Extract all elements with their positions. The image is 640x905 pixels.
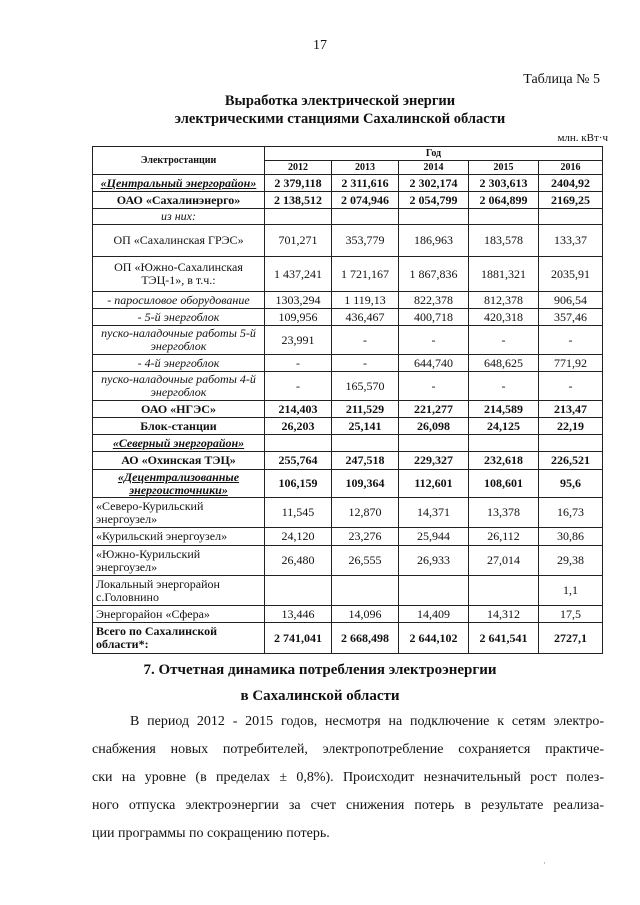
row-name: «Децентрализованные энергоисточники» bbox=[93, 470, 265, 498]
cell: 25,944 bbox=[399, 528, 469, 546]
header-year-2016: 2016 bbox=[539, 161, 603, 175]
scan-speck: · bbox=[543, 858, 546, 868]
cell: 771,92 bbox=[539, 355, 603, 372]
row-name: «Северо-Курильский энергоузел» bbox=[93, 498, 265, 528]
row-name: пуско-наладочные работы 5-й энергоблок bbox=[93, 326, 265, 355]
cell: 25,141 bbox=[332, 418, 399, 435]
paragraph-line: В период 2012 - 2015 годов, несмотря на подключение к сетям электро- bbox=[130, 714, 604, 729]
cell: 214,403 bbox=[265, 401, 332, 418]
cell: 2 303,613 bbox=[469, 175, 539, 192]
cell: 133,37 bbox=[539, 225, 603, 257]
row-name: «Центральный энергорайон» bbox=[93, 175, 265, 192]
cell: 1 119,13 bbox=[332, 292, 399, 309]
cell: 13,446 bbox=[265, 606, 332, 623]
cell: 26,098 bbox=[399, 418, 469, 435]
cell: 2727,1 bbox=[539, 623, 603, 654]
row-name: «Курильский энергоузел» bbox=[93, 528, 265, 546]
cell bbox=[332, 435, 399, 452]
table-row bbox=[93, 257, 603, 292]
unit-label: млн. кВт·ч bbox=[557, 132, 608, 144]
header-year-2012: 2012 bbox=[265, 161, 332, 175]
cell: 14,312 bbox=[469, 606, 539, 623]
cell: 2 668,498 bbox=[332, 623, 399, 654]
cell: 255,764 bbox=[265, 452, 332, 470]
row-name: Локальный энергорайон с.Головнино bbox=[93, 576, 265, 606]
cell: 906,54 bbox=[539, 292, 603, 309]
row-name: пуско-наладочные работы 4-й энергоблок bbox=[93, 372, 265, 401]
cell: 112,601 bbox=[399, 470, 469, 498]
cell: 1 867,836 bbox=[399, 257, 469, 292]
paragraph-line: ски на уровне (в пределах ± 0,8%). Происходит незначительный рост полез- bbox=[92, 770, 604, 785]
row-name: - 4-й энергоблок bbox=[93, 355, 265, 372]
cell: 420,318 bbox=[469, 309, 539, 326]
table-row bbox=[93, 576, 603, 606]
header-stations: Электростанции bbox=[93, 147, 265, 175]
cell: 2 074,946 bbox=[332, 192, 399, 209]
cell: 26,112 bbox=[469, 528, 539, 546]
cell bbox=[399, 209, 469, 225]
row-name: ОП «Сахалинская ГРЭС» bbox=[93, 225, 265, 257]
paragraph-line: ции программы по сокращению потерь. bbox=[92, 826, 330, 841]
row-name: - 5-й энергоблок bbox=[93, 309, 265, 326]
cell: 213,47 bbox=[539, 401, 603, 418]
paragraph-line: снабжения новых потребителей, электропотребление сохраняется практиче- bbox=[92, 742, 604, 757]
cell: 232,618 bbox=[469, 452, 539, 470]
generation-table bbox=[92, 146, 603, 654]
cell: 2 302,174 bbox=[399, 175, 469, 192]
row-name: Всего по Сахалинской области*: bbox=[93, 623, 265, 654]
cell: 27,014 bbox=[469, 546, 539, 576]
cell bbox=[399, 576, 469, 606]
cell bbox=[265, 435, 332, 452]
cell: 226,521 bbox=[539, 452, 603, 470]
cell: 1303,294 bbox=[265, 292, 332, 309]
cell: 2 644,102 bbox=[399, 623, 469, 654]
cell: 22,19 bbox=[539, 418, 603, 435]
cell: 1,1 bbox=[539, 576, 603, 606]
cell: 2 741,041 bbox=[265, 623, 332, 654]
cell: 23,276 bbox=[332, 528, 399, 546]
cell: 2 311,616 bbox=[332, 175, 399, 192]
cell: 2 379,118 bbox=[265, 175, 332, 192]
cell: 436,467 bbox=[332, 309, 399, 326]
cell: 95,6 bbox=[539, 470, 603, 498]
table-title-line2: электрическими станциями Сахалинской области bbox=[174, 111, 506, 127]
cell: 24,125 bbox=[469, 418, 539, 435]
cell: 2 138,512 bbox=[265, 192, 332, 209]
table-row bbox=[93, 192, 603, 209]
cell bbox=[539, 209, 603, 225]
row-name: из них: bbox=[93, 209, 265, 225]
cell bbox=[469, 435, 539, 452]
cell: 214,589 bbox=[469, 401, 539, 418]
cell: 1881,321 bbox=[469, 257, 539, 292]
cell bbox=[469, 209, 539, 225]
table-row bbox=[93, 292, 603, 309]
cell: 108,601 bbox=[469, 470, 539, 498]
cell: 812,378 bbox=[469, 292, 539, 309]
table-row bbox=[93, 452, 603, 470]
cell bbox=[469, 576, 539, 606]
table-row bbox=[93, 209, 603, 225]
cell: 26,203 bbox=[265, 418, 332, 435]
row-name: - паросиловое оборудование bbox=[93, 292, 265, 309]
cell: 13,378 bbox=[469, 498, 539, 528]
cell: 12,870 bbox=[332, 498, 399, 528]
cell: - bbox=[469, 326, 539, 355]
table-row bbox=[93, 418, 603, 435]
cell: 26,480 bbox=[265, 546, 332, 576]
cell: 186,963 bbox=[399, 225, 469, 257]
cell: 2404,92 bbox=[539, 175, 603, 192]
table-row bbox=[93, 546, 603, 576]
cell: 14,371 bbox=[399, 498, 469, 528]
body-paragraph bbox=[92, 708, 604, 848]
cell: 14,096 bbox=[332, 606, 399, 623]
cell: 2169,25 bbox=[539, 192, 603, 209]
cell: - bbox=[469, 372, 539, 401]
row-name: Энергорайон «Сфера» bbox=[93, 606, 265, 623]
cell: 221,277 bbox=[399, 401, 469, 418]
cell bbox=[265, 209, 332, 225]
cell: 400,718 bbox=[399, 309, 469, 326]
cell bbox=[399, 435, 469, 452]
table-title-line1: Выработка электрической энергии bbox=[224, 93, 456, 109]
table-row bbox=[93, 326, 603, 355]
table-row bbox=[93, 175, 603, 192]
cell: 17,5 bbox=[539, 606, 603, 623]
cell: 16,73 bbox=[539, 498, 603, 528]
header-year-2013: 2013 bbox=[332, 161, 399, 175]
cell: 29,38 bbox=[539, 546, 603, 576]
cell: 211,529 bbox=[332, 401, 399, 418]
table-row bbox=[93, 309, 603, 326]
table-row bbox=[93, 623, 603, 654]
table-row bbox=[93, 498, 603, 528]
cell bbox=[332, 209, 399, 225]
cell: 26,555 bbox=[332, 546, 399, 576]
row-name: «Северный энергорайон» bbox=[93, 435, 265, 452]
row-name: Блок-станции bbox=[93, 418, 265, 435]
header-year-2014: 2014 bbox=[399, 161, 469, 175]
cell: 1 437,241 bbox=[265, 257, 332, 292]
cell: 165,570 bbox=[332, 372, 399, 401]
cell: 183,578 bbox=[469, 225, 539, 257]
row-name: АО «Охинская ТЭЦ» bbox=[93, 452, 265, 470]
table-row bbox=[93, 401, 603, 418]
section-title-line2: в Сахалинской области bbox=[240, 688, 400, 704]
cell: 23,991 bbox=[265, 326, 332, 355]
cell: 24,120 bbox=[265, 528, 332, 546]
cell: - bbox=[539, 326, 603, 355]
table-row bbox=[93, 225, 603, 257]
cell: 2035,91 bbox=[539, 257, 603, 292]
cell: 26,933 bbox=[399, 546, 469, 576]
cell bbox=[539, 435, 603, 452]
cell: 109,364 bbox=[332, 470, 399, 498]
cell: 14,409 bbox=[399, 606, 469, 623]
cell: - bbox=[265, 355, 332, 372]
table-row bbox=[93, 372, 603, 401]
cell: 247,518 bbox=[332, 452, 399, 470]
cell: 30,86 bbox=[539, 528, 603, 546]
table-row bbox=[93, 435, 603, 452]
table-row bbox=[93, 528, 603, 546]
cell: - bbox=[399, 326, 469, 355]
cell: 648,625 bbox=[469, 355, 539, 372]
cell: 644,740 bbox=[399, 355, 469, 372]
header-year: Год bbox=[265, 147, 603, 161]
cell: - bbox=[399, 372, 469, 401]
cell: 2 054,799 bbox=[399, 192, 469, 209]
page-number: 17 bbox=[313, 38, 327, 53]
cell: 353,779 bbox=[332, 225, 399, 257]
cell: 11,545 bbox=[265, 498, 332, 528]
cell: 229,327 bbox=[399, 452, 469, 470]
table-header-row bbox=[93, 147, 603, 161]
cell: 357,46 bbox=[539, 309, 603, 326]
cell: 822,378 bbox=[399, 292, 469, 309]
header-year-2015: 2015 bbox=[469, 161, 539, 175]
row-name: ОАО «Сахалинэнерго» bbox=[93, 192, 265, 209]
cell bbox=[332, 576, 399, 606]
cell: 2 641,541 bbox=[469, 623, 539, 654]
cell: - bbox=[332, 326, 399, 355]
cell: 109,956 bbox=[265, 309, 332, 326]
row-name: ОАО «НГЭС» bbox=[93, 401, 265, 418]
cell bbox=[265, 576, 332, 606]
row-name: ОП «Южно-Сахалинская ТЭЦ-1», в т.ч.: bbox=[93, 257, 265, 292]
table-title bbox=[60, 92, 620, 128]
cell: 2 064,899 bbox=[469, 192, 539, 209]
paragraph-line: ного отпуска электроэнергии за счет снижения потерь в результате реализа- bbox=[92, 798, 604, 813]
table-row bbox=[93, 355, 603, 372]
cell: 701,271 bbox=[265, 225, 332, 257]
table-row bbox=[93, 606, 603, 623]
table-label: Таблица № 5 bbox=[523, 72, 600, 87]
cell: 106,159 bbox=[265, 470, 332, 498]
cell: 1 721,167 bbox=[332, 257, 399, 292]
table-row bbox=[93, 470, 603, 498]
section-title-line1: 7. Отчетная динамика потребления электроэнергии bbox=[143, 662, 497, 678]
cell: - bbox=[539, 372, 603, 401]
cell: - bbox=[265, 372, 332, 401]
row-name: «Южно-Курильский энергоузел» bbox=[93, 546, 265, 576]
cell: - bbox=[332, 355, 399, 372]
